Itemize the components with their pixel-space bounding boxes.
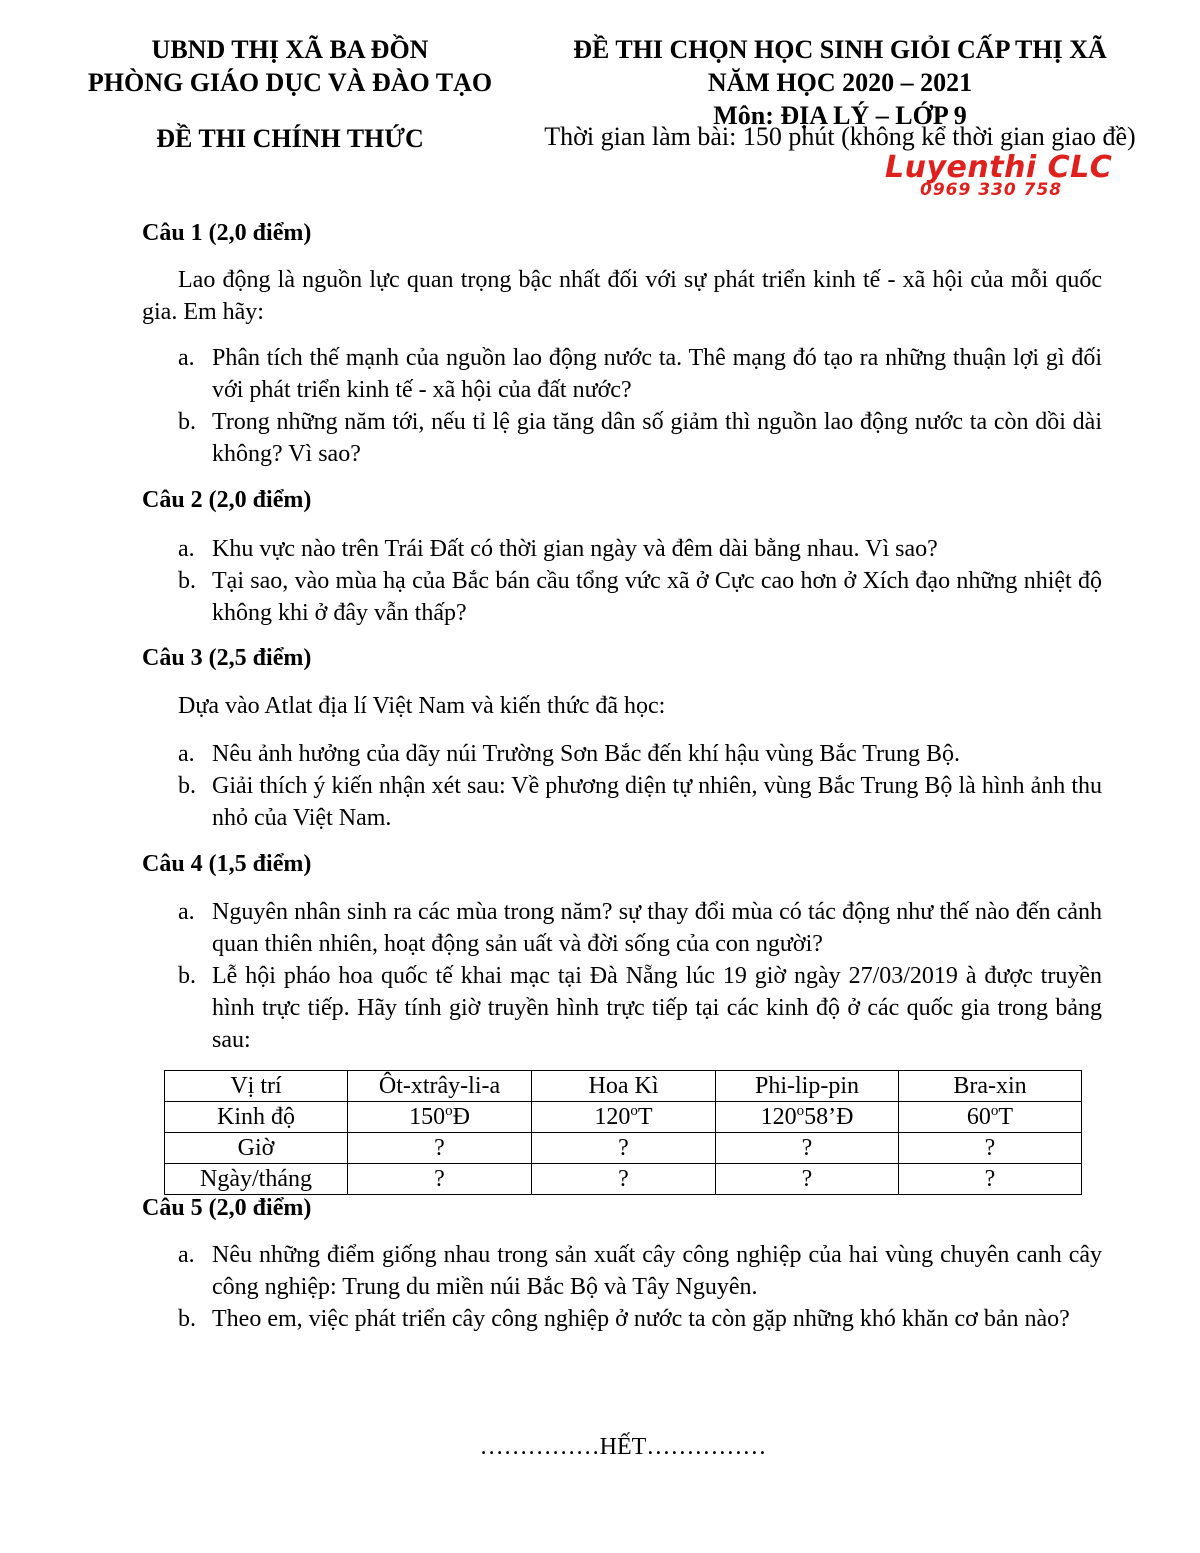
table-row-hour bbox=[165, 1133, 1082, 1164]
question-2-title: Câu 2 (2,0 điểm) bbox=[142, 487, 312, 513]
hour-cell: ? bbox=[899, 1133, 1082, 1164]
item-text: Trong những năm tới, nếu tỉ lệ gia tăng dân số giảm thì nguồn lao động nước ta còn dồi dài không? Vì sao? bbox=[212, 409, 1102, 467]
header-department: PHÒNG GIÁO DỤC VÀ ĐÀO TẠO bbox=[87, 68, 493, 97]
item-label: a. bbox=[178, 741, 195, 767]
table-header-cell: Ôt-xtrây-li-a bbox=[348, 1071, 532, 1102]
item-text: Nêu ảnh hưởng của dãy núi Trường Sơn Bắc đến khí hậu vùng Bắc Trung Bộ. bbox=[212, 741, 961, 767]
item-label: a. bbox=[178, 899, 195, 925]
row-label: Giờ bbox=[165, 1133, 348, 1164]
question-4-a bbox=[178, 896, 1102, 960]
school-year: NĂM HỌC 2020 – 2021 bbox=[707, 68, 973, 97]
longitude-cell: 150$^o$Đ bbox=[348, 1102, 532, 1133]
item-label: b. bbox=[178, 773, 196, 799]
question-3-a bbox=[178, 738, 1102, 770]
table-header-cell: Phi-lip-pin bbox=[716, 1071, 899, 1102]
item-text: Theo em, việc phát triển cây công nghiệp ở nước ta còn gặp những khó khăn cơ bản nào? bbox=[212, 1306, 1070, 1332]
time-limit: Thời gian làm bài: 150 phút (không kể thời gian giao đề) bbox=[544, 122, 1136, 151]
longitude-cell: 120$^o$T bbox=[532, 1102, 716, 1133]
question-4-title: Câu 4 (1,5 điểm) bbox=[142, 851, 312, 877]
item-label: b. bbox=[178, 568, 196, 594]
item-text: Nêu những điểm giống nhau trong sản xuất cây công nghiệp của hai vùng chuyên canh cây công nghiệp: Trung du miền núi Bắc Bộ và Tây Nguyên. bbox=[212, 1242, 1102, 1300]
question-1-intro: Lao động là nguồn lực quan trọng bậc nhất đối với sự phát triển kinh tế - xã hội của mỗi quốc gia. Em hãy: bbox=[142, 267, 1102, 325]
subject: Môn: ĐỊA LÝ – LỚP 9 bbox=[713, 101, 967, 130]
hour-cell: ? bbox=[716, 1133, 899, 1164]
hour-cell: ? bbox=[532, 1133, 716, 1164]
item-text: Phân tích thế mạnh của nguồn lao động nước ta. Thê mạng đó tạo ra những thuận lợi gì đối với phát triển kinh tế - xã hội của đất nước? bbox=[212, 345, 1102, 403]
item-text: Tại sao, vào mùa hạ của Bắc bán cầu tổng vức xã ở Cực cao hơn ở Xích đạo những nhiệt độ không khi ở đây vẫn thấp? bbox=[212, 568, 1102, 626]
official-label: ĐỀ THI CHÍNH THỨC bbox=[156, 124, 424, 153]
item-label: a. bbox=[178, 536, 195, 562]
watermark-brand: Luyenthi CLC bbox=[885, 150, 1113, 185]
item-label: b. bbox=[178, 963, 196, 989]
question-4-b bbox=[178, 960, 1102, 1056]
time-zone-table bbox=[164, 1070, 1082, 1195]
longitude-cell: 120$^o$58’Đ bbox=[716, 1102, 899, 1133]
table-header-cell: Vị trí bbox=[165, 1071, 348, 1102]
question-3-b bbox=[178, 770, 1102, 834]
question-2-b bbox=[178, 565, 1102, 629]
table-header-cell: Bra-xin bbox=[899, 1071, 1082, 1102]
table-row-longitude bbox=[165, 1102, 1082, 1133]
watermark-phone: 0969 330 758 bbox=[920, 180, 1063, 200]
date-cell: ? bbox=[716, 1164, 899, 1195]
exam-title: ĐỀ THI CHỌN HỌC SINH GIỎI CẤP THỊ XÃ bbox=[573, 35, 1107, 64]
date-cell: ? bbox=[348, 1164, 532, 1195]
item-label: b. bbox=[178, 1306, 196, 1332]
item-text: Khu vực nào trên Trái Đất có thời gian ngày và đêm dài bằng nhau. Vì sao? bbox=[212, 536, 938, 562]
question-5-b bbox=[178, 1303, 1102, 1335]
header-left bbox=[80, 33, 500, 99]
table-row-date bbox=[165, 1164, 1082, 1195]
question-2-a bbox=[178, 533, 1102, 565]
question-5-a bbox=[178, 1239, 1102, 1303]
question-1-title: Câu 1 (2,0 điểm) bbox=[142, 220, 312, 246]
question-3-intro: Dựa vào Atlat địa lí Việt Nam và kiến thức đã học: bbox=[178, 693, 666, 719]
date-cell: ? bbox=[899, 1164, 1082, 1195]
item-label: a. bbox=[178, 345, 195, 371]
end-marker: ……………HẾT…………… bbox=[479, 1434, 767, 1460]
item-text: Nguyên nhân sinh ra các mùa trong năm? sự thay đổi mùa có tác động như thế nào đến cảnh quan thiên nhiên, hoạt động sản uất và đời sống của con người? bbox=[212, 899, 1102, 957]
table-header-cell: Hoa Kì bbox=[532, 1071, 716, 1102]
hour-cell: ? bbox=[348, 1133, 532, 1164]
question-5-title: Câu 5 (2,0 điểm) bbox=[142, 1195, 312, 1221]
question-3-title: Câu 3 (2,5 điểm) bbox=[142, 645, 312, 671]
table-header-row bbox=[165, 1071, 1082, 1102]
date-cell: ? bbox=[532, 1164, 716, 1195]
item-label: a. bbox=[178, 1242, 195, 1268]
header-right bbox=[540, 33, 1140, 132]
row-label: Ngày/tháng bbox=[165, 1164, 348, 1195]
item-text: Giải thích ý kiến nhận xét sau: Về phương diện tự nhiên, vùng Bắc Trung Bộ là hình ảnh thu nhỏ của Việt Nam. bbox=[212, 773, 1102, 831]
header-authority: UBND THỊ XÃ BA ĐỒN bbox=[151, 35, 429, 64]
question-1-a bbox=[178, 342, 1102, 406]
question-1-b bbox=[178, 406, 1102, 470]
longitude-cell: 60$^o$T bbox=[899, 1102, 1082, 1133]
row-label: Kinh độ bbox=[165, 1102, 348, 1133]
item-label: b. bbox=[178, 409, 196, 435]
item-text: Lễ hội pháo hoa quốc tế khai mạc tại Đà Nẵng lúc 19 giờ ngày 27/03/2019 à được truyền hình trực tiếp. Hãy tính giờ truyền hình trực tiếp tại các kinh độ ở các quốc gia trong bảng sau: bbox=[212, 963, 1102, 1053]
